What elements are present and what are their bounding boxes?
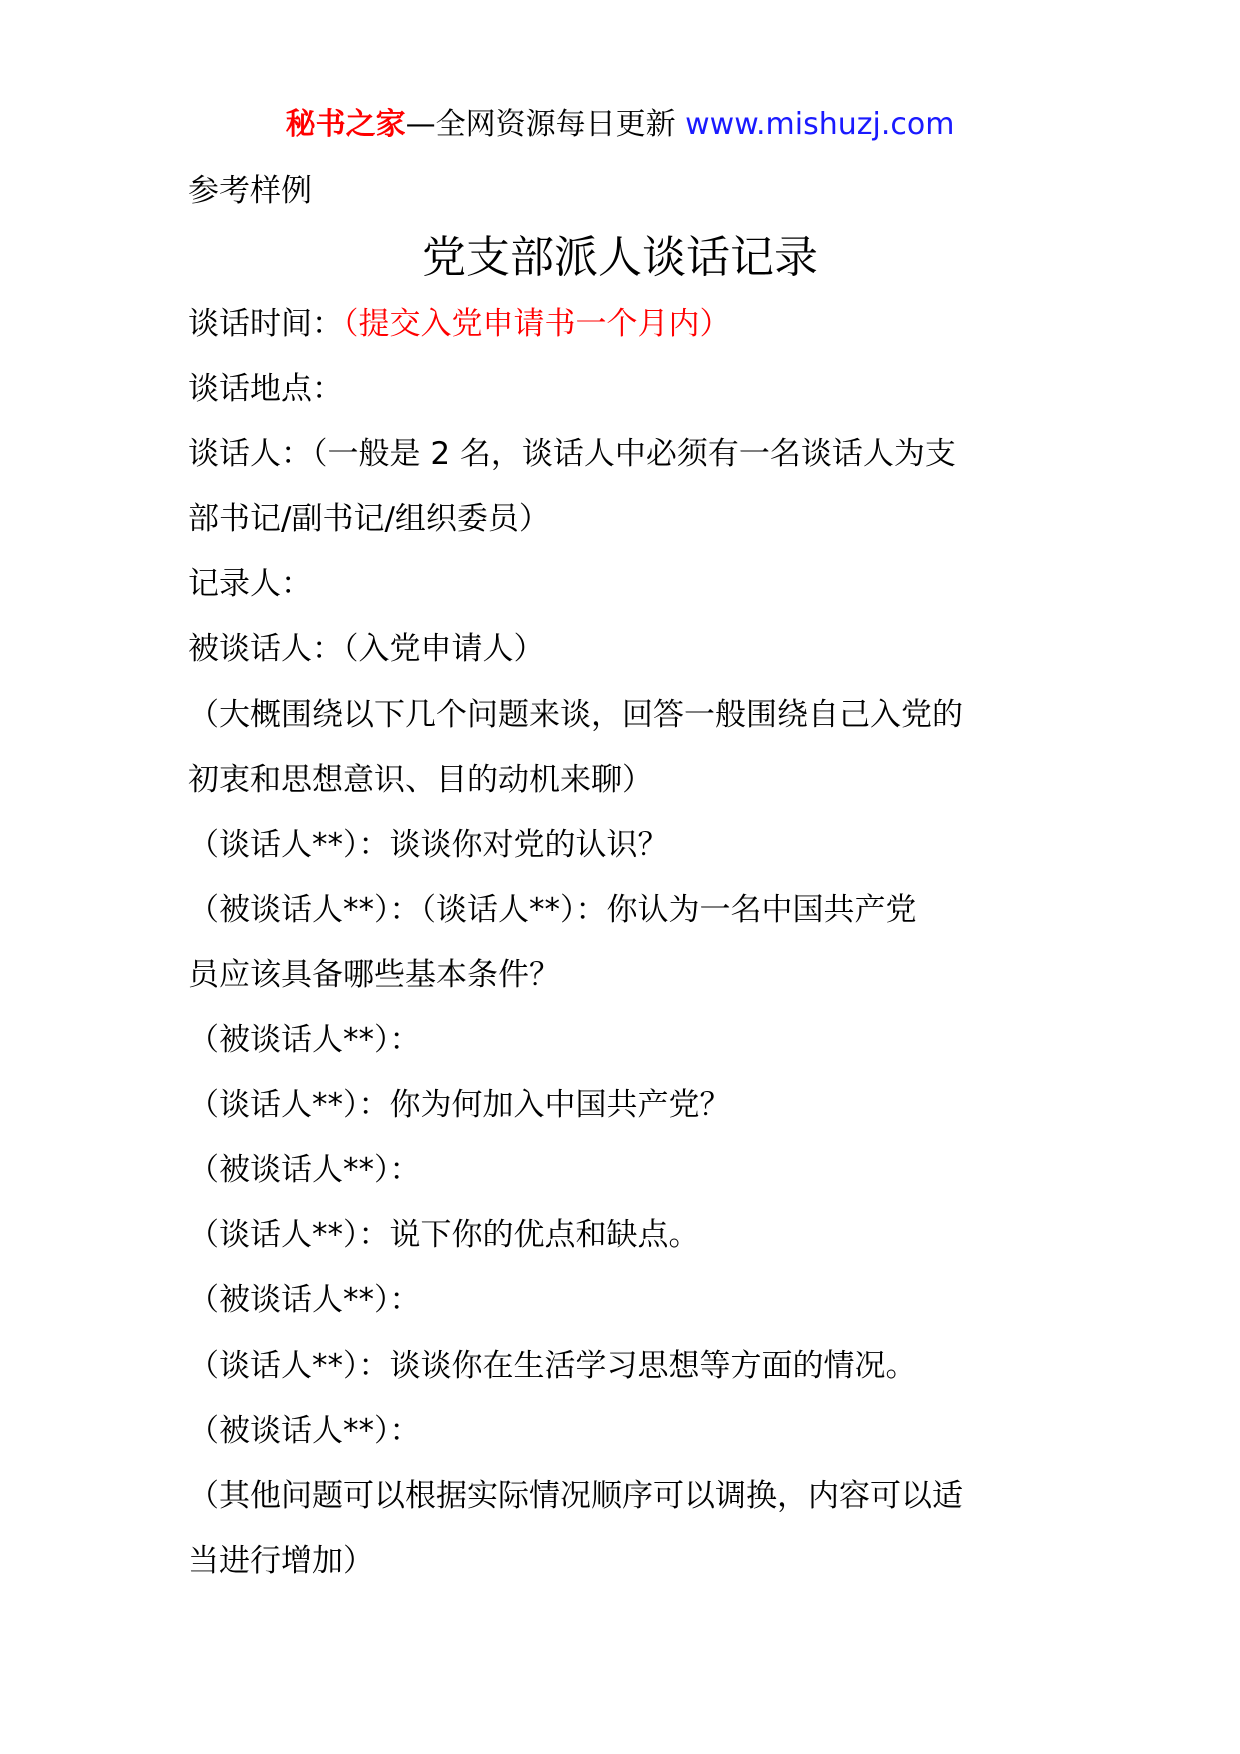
dialogue-line: （被谈话人**）： <box>188 1022 421 1059</box>
intro-line-2: 初衷和思想意识、目的动机来聊） <box>188 761 653 798</box>
closing-line-2: 当进行增加） <box>188 1542 374 1579</box>
dialogue-line: （谈话人**）：谈谈你在生活学习思想等方面的情况。 <box>188 1347 917 1384</box>
dialogue-line: （被谈话人**）： <box>188 1282 421 1319</box>
time-label: 谈话时间： <box>188 306 343 342</box>
sample-label: 参考样例 <box>188 173 312 209</box>
dialogue-line: （谈话人**）：谈谈你对党的认识？ <box>188 826 669 863</box>
site-brand: 秘书之家 <box>285 107 406 142</box>
time-field <box>188 292 1058 357</box>
site-header <box>0 100 1240 150</box>
interviewee-field: 被谈话人：（入党申请人） <box>188 631 545 668</box>
place-field: 谈话地点： <box>188 371 343 408</box>
dialogue-line: （被谈话人**）：（谈话人**）：你认为一名中国共产党 <box>188 891 917 928</box>
intro-line-1: （大概围绕以下几个问题来谈，回答一般围绕自己入党的 <box>188 696 963 733</box>
dialogue-line: （谈话人**）：你为何加入中国共产党？ <box>188 1087 731 1124</box>
site-url-link[interactable]: www.mishuzj.com <box>685 107 955 142</box>
document-body <box>188 292 1058 1594</box>
dialogue-line: 员应该具备哪些基本条件？ <box>188 956 560 993</box>
talker-field-line-2: 部书记/副书记/组织委员） <box>188 501 550 538</box>
dialogue-line: （谈话人**）：说下你的优点和缺点。 <box>188 1217 700 1254</box>
dialogue-line: （被谈话人**）： <box>188 1152 421 1189</box>
talker-field-line-1: 谈话人：（一般是 2 名，谈话人中必须有一名谈话人为支 <box>188 436 956 473</box>
recorder-field: 记录人： <box>188 566 312 603</box>
time-note: （提交入党申请书一个月内） <box>343 306 731 342</box>
document-title: 党支部派人谈话记录 <box>422 232 818 283</box>
closing-line-1: （其他问题可以根据实际情况顺序可以调换，内容可以适 <box>188 1477 963 1514</box>
site-slogan: —全网资源每日更新 <box>405 107 676 142</box>
dialogue-line: （被谈话人**）： <box>188 1412 421 1449</box>
